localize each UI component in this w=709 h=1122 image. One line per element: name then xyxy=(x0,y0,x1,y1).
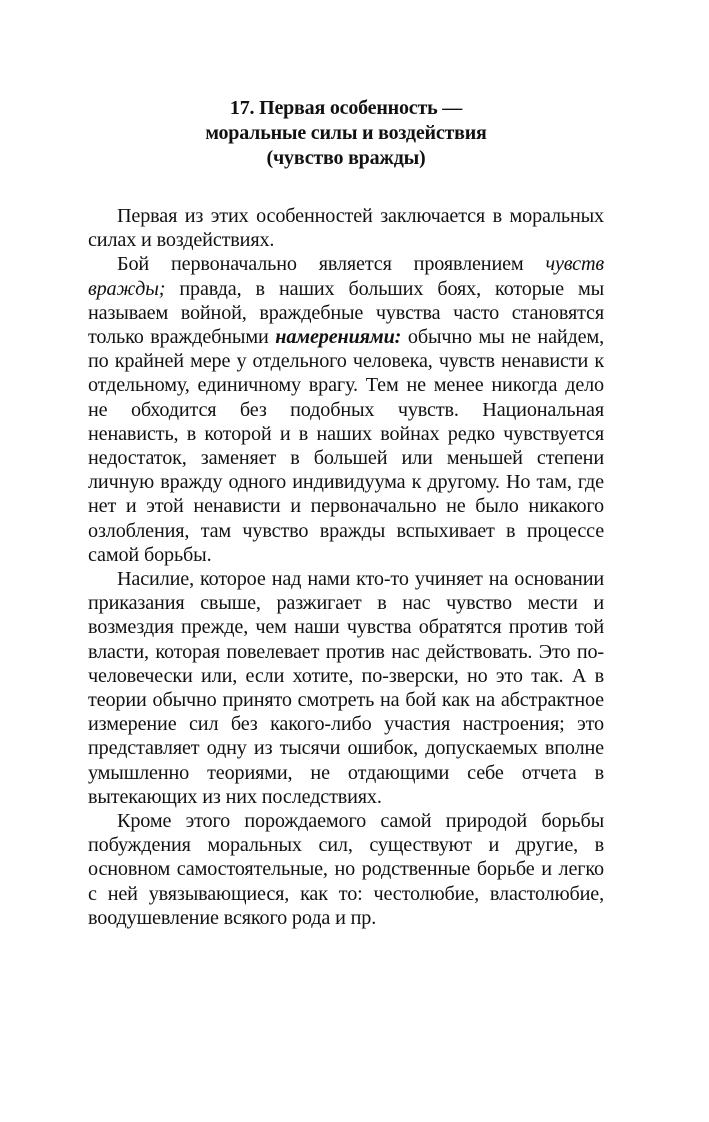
book-page xyxy=(88,96,604,930)
paragraph-2-text-c: обычно мы не найдем, по крайней мере у отдельного человека, чувств ненависти к отдельному, единичному врагу. Тем не менее никогда дело не обходится без подобных чувств. Национальная ненависть, в которой и в наших войнах редко чувствуется недостаток, заменяет в большей или меньшей степени личную вражду одного индивидуума к другому. Но там, где нет и этой ненависти и первоначально не было никакого озлобления, там чувство вражды вспыхивает в процессе самой борьбы. xyxy=(88,326,604,566)
emphasis-intentions: намерениями: xyxy=(275,326,402,349)
heading-line-2: моральные силы и воздействия xyxy=(205,122,487,144)
paragraph-2-text-a: Бой первоначально является проявлением xyxy=(117,253,546,276)
paragraph-3: Насилие, которое над нами кто-то учиняет на основании приказания свыше, разжигает в нас чувство мести и возмездия прежде, чем наши чувства обратятся против той власти, которая повелевает против нас действовать. Это по-человечески или, если хотите, по-зверски, но это так. А в теории обычно принято смотреть на бой как на абстрактное измерение сил без какого-либо участия настроения; это представляет одну из тысячи ошибок, допускаемых вполне умышленно теориями, не отдающими себе отчета в вытекающих из них последствиях. xyxy=(88,568,604,808)
heading-line-3: (чувство вражды) xyxy=(266,147,426,169)
paragraph-2-text-b: правда, в наших больших боях, которые мы называем войной, враждебные чувства часто становятся только враждебными xyxy=(88,277,604,349)
paragraph-4: Кроме этого порождаемого самой природой борьбы побуждения моральных сил, существуют и другие, в основном самостоятельные, но родственные борьбе и легко с ней увязывающиеся, как то: честолюбие, властолюбие, воодушевление всякого рода и пр. xyxy=(88,810,604,929)
heading-line-1: 17. Первая особенность — xyxy=(229,97,463,119)
emphasis-feelings-of-enmity: чувств вражды; xyxy=(88,253,604,300)
chapter-heading xyxy=(88,96,604,171)
paragraph-1: Первая из этих особенностей заключается в моральных силах и воздействиях. xyxy=(88,205,604,252)
paragraph-2 xyxy=(88,252,604,567)
